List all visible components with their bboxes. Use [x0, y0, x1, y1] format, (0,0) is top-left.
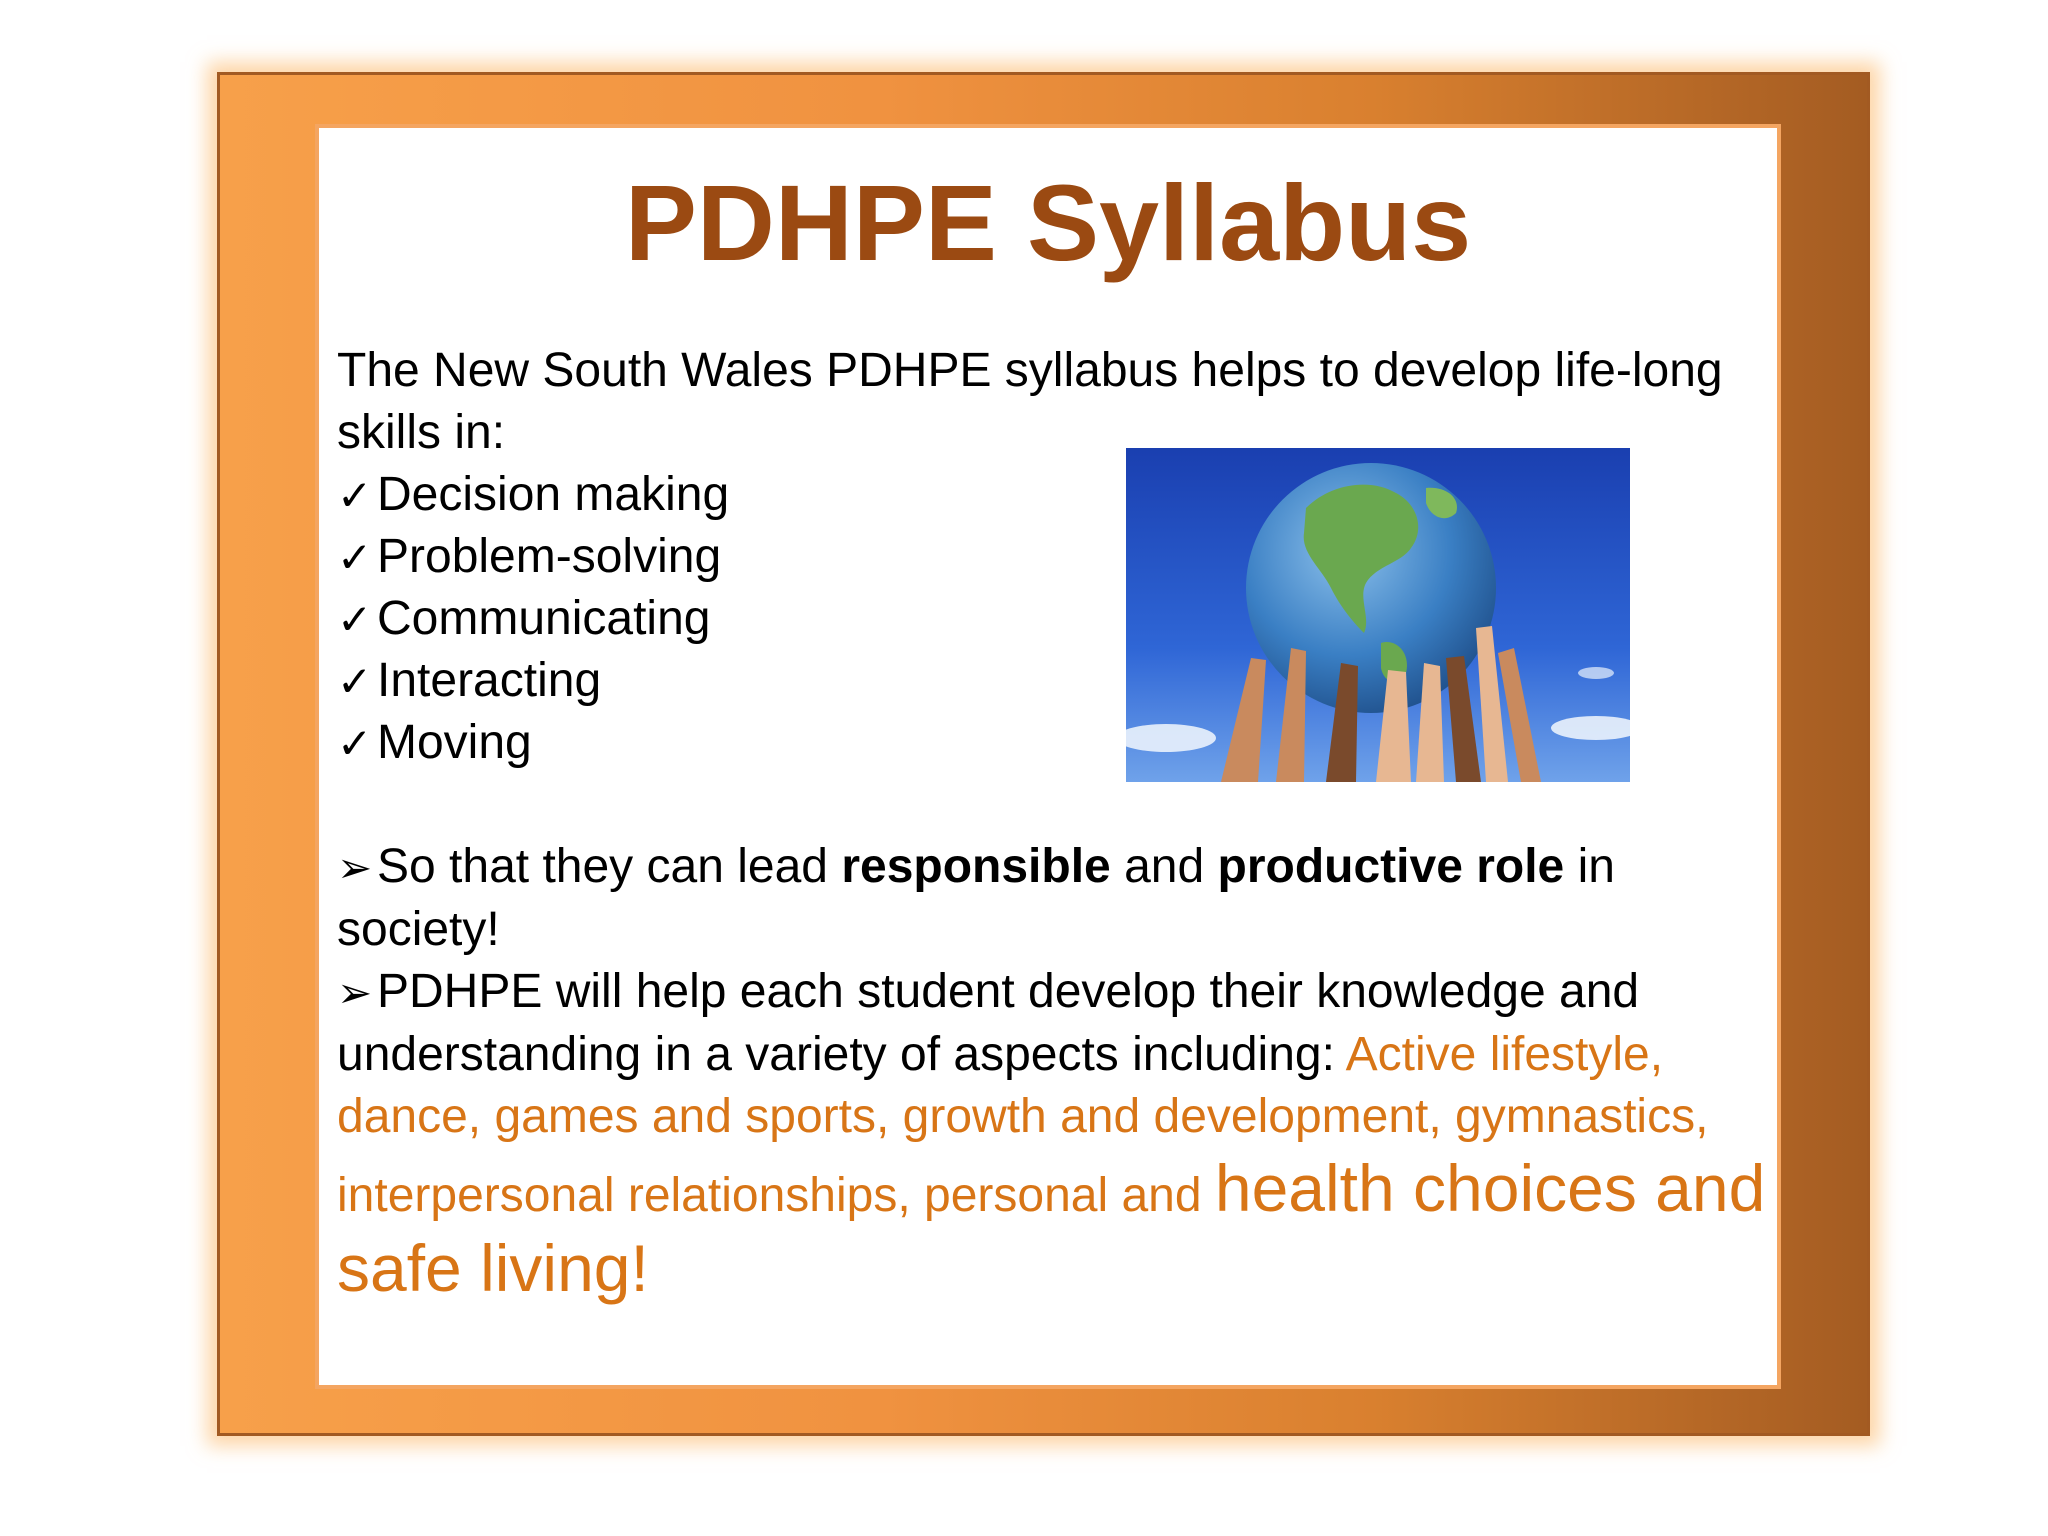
emphasis-responsible: responsible	[841, 840, 1111, 893]
skills-list	[337, 464, 729, 774]
checkmark-icon: ✓	[337, 596, 373, 643]
globe-hands-image	[1126, 448, 1630, 782]
aspects-highlight: health choices and safe living!	[337, 1151, 1766, 1305]
list-item	[337, 588, 729, 650]
checkmark-icon: ✓	[337, 658, 373, 705]
list-item	[337, 526, 729, 588]
aspects-list: Active lifestyle, dance, games and sports, growth and development, gymnastics, interpersonal relationships, personal and	[337, 1028, 1709, 1222]
list-item	[337, 712, 729, 774]
arrow-bullet-icon: ➢	[337, 844, 373, 891]
point-text: PDHPE will help each student develop their knowledge and understanding in a variety of aspects including:	[337, 965, 1640, 1081]
skill-label: Decision making	[377, 468, 730, 521]
list-item	[337, 650, 729, 712]
emphasis-productive-role: productive role	[1217, 840, 1565, 893]
point-knowledge-aspects	[337, 961, 1777, 1308]
slide-title: PDHPE Syllabus	[624, 162, 1472, 283]
checkmark-icon: ✓	[337, 720, 373, 767]
slide-content-panel	[315, 124, 1781, 1389]
point-responsible-role	[337, 836, 1777, 961]
skill-label: Problem-solving	[377, 530, 722, 583]
checkmark-icon: ✓	[337, 534, 373, 581]
intro-text: The New South Wales PDHPE syllabus helps to develop life-long skills in:	[337, 344, 1723, 459]
skill-label: Communicating	[377, 592, 711, 645]
arrow-bullet-icon: ➢	[337, 969, 373, 1016]
key-points	[337, 836, 1777, 1308]
point-text: and	[1110, 840, 1218, 893]
list-item	[337, 464, 729, 526]
skill-label: Moving	[377, 716, 532, 769]
point-text: in society!	[337, 840, 1615, 956]
skill-label: Interacting	[377, 654, 602, 707]
point-text: So that they can lead	[377, 840, 842, 893]
checkmark-icon: ✓	[337, 472, 373, 519]
